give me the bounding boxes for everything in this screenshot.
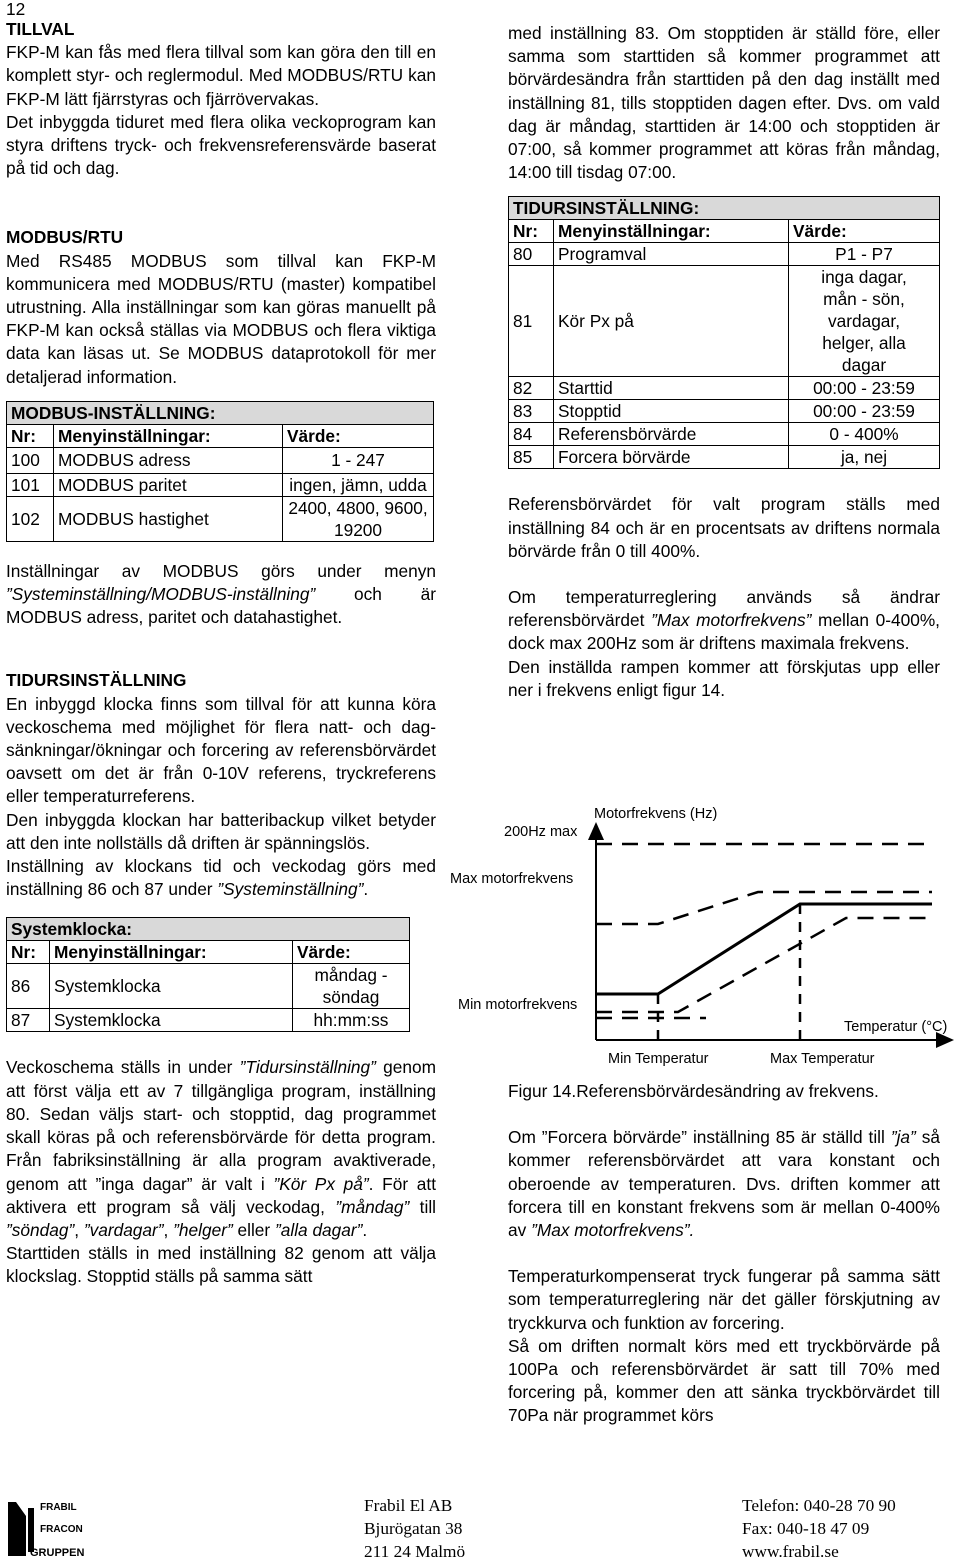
label-200hz-max: 200Hz max xyxy=(504,824,578,840)
page-footer xyxy=(0,1494,960,1563)
company-name: Frabil El AB xyxy=(364,1496,453,1515)
paragraph: Den inbyggda klockan har batteribackup vilket betyder att den inte nollställs då driften är spänningslös. xyxy=(6,809,436,853)
table-row: 86 Systemklocka måndag - söndag xyxy=(7,964,410,1009)
right-column-lower xyxy=(508,1080,940,1428)
svg-text:FRABIL: FRABIL xyxy=(40,1502,77,1513)
table-row: 82 Starttid 00:00 - 23:59 xyxy=(509,377,940,400)
label-min-motorfrekvens: Min motorfrekvens xyxy=(458,997,578,1013)
section-title-tidursinstallning: TIDURSINSTÄLLNING xyxy=(6,670,187,691)
y-axis-label: Motorfrekvens (Hz) xyxy=(594,806,718,822)
paragraph: Om ”Forcera börvärde” inställning 85 är ställd till ”ja” så kommer referensbörvärdet att vara konstant och oberoende av temperaturen. Dvs. driften kommer att forcera till en konstant frekvens som är mellan 0-400% av ”Max motorfrekvens”. xyxy=(508,1127,941,1241)
column-header: Nr: xyxy=(7,424,54,447)
city: 211 24 Malmö xyxy=(364,1542,466,1561)
paragraph: Med RS485 MODBUS som tillval kan FKP-M kommunicera med MODBUS/RTU (master) kompatibel utrustning. Alla inställningar som kan göras manuellt på FKP-M kan också ställas via MODBUS och flera viktiga data kan läsas ut. Se MODBUS dataprotokoll för mer detaljerad information. xyxy=(6,250,436,387)
label-min-temperatur: Min Temperatur xyxy=(608,1051,709,1067)
frabil-fracon-logo xyxy=(4,1496,104,1560)
table-row: 80 Programval P1 - P7 xyxy=(509,243,940,266)
company-contact xyxy=(742,1494,896,1563)
svg-text:FRACON: FRACON xyxy=(40,1524,83,1535)
website-link[interactable]: www.frabil.se xyxy=(742,1542,839,1561)
table-title: TIDURSINSTÄLLNING: xyxy=(509,197,940,220)
column-header: Menyinställningar: xyxy=(54,424,283,447)
figure-caption: Figur 14.Referensbörvärdesändring av frekvens. xyxy=(508,1081,879,1101)
company-address xyxy=(364,1494,465,1563)
system-clock-table xyxy=(6,917,410,1032)
table-title: MODBUS-INSTÄLLNING: xyxy=(7,401,434,424)
modbus-settings-table xyxy=(6,401,434,542)
page-number: 12 xyxy=(6,0,26,19)
column-header: Nr: xyxy=(7,941,50,964)
paragraph: Om temperaturreglering används så ändrar referensbörvärdet ”Max motorfrekvens” mellan 0-400%, dock max 200Hz som är driftens maximala frekvens. xyxy=(508,587,940,654)
paragraph: med inställning 83. Om stopptiden är ställd före, eller samma som starttiden så kommer programmet att börvärdesändra från starttiden på den dag inställt med inställning 81, tills stopptiden dagen efter. Dvs. om vald dag är måndag, starttiden är 14:00 och stopptiden är 07:00, så kommer programmet att köras från måndag, 14:00 till tisdag 07:00. xyxy=(508,23,940,183)
tidursinstallning-table xyxy=(508,196,940,469)
table-row: 83 Stopptid 00:00 - 23:59 xyxy=(509,400,940,423)
column-header: Menyinställningar: xyxy=(50,941,293,964)
column-header: Menyinställningar: xyxy=(554,220,789,243)
table-row: 85 Forcera börvärde ja, nej xyxy=(509,446,940,469)
paragraph: En inbyggd klocka finns som tillval för att kunna köra veckoschema med möjlighet för flera natt- och dag-sänkningar/ökningar och forcering av referensbörvärdet oavsett om det är från 0-10V referens, tryckreferens eller temperaturreferens. xyxy=(6,693,436,807)
paragraph: Temperaturkompenserat tryck fungerar på samma sätt som temperaturreglering när det gäller förskjutning av tryckkurva och funktion av forcering. xyxy=(508,1266,940,1333)
table-row: 100 MODBUS adress 1 - 247 xyxy=(7,447,434,473)
x-axis-label: Temperatur (°C) xyxy=(844,1019,948,1035)
svg-text:GRUPPEN: GRUPPEN xyxy=(30,1547,85,1559)
paragraph: Den inställda rampen kommer att förskjutas upp eller ner i frekvens enligt figur 14. xyxy=(508,656,940,700)
column-header: Värde: xyxy=(283,424,434,447)
section-title-modbus: MODBUS/RTU xyxy=(6,227,124,248)
fax: Fax: 040-18 47 09 xyxy=(742,1519,870,1538)
right-column xyxy=(508,22,940,702)
column-header: Nr: xyxy=(509,220,554,243)
table-row: 81 Kör Px på inga dagar, mån - sön, vardagar, helger, alla dagar xyxy=(509,266,940,377)
table-row: 84 Referensbörvärde 0 - 400% xyxy=(509,423,940,446)
shifted-up-curve xyxy=(596,892,932,924)
column-header: Värde: xyxy=(293,941,410,964)
table-title: Systemklocka: xyxy=(7,918,410,941)
paragraph: Inställning av klockans tid och veckodag görs med inställning 86 och 87 under ”Systeminställning”. xyxy=(6,856,436,900)
table-row: 102 MODBUS hastighet 2400, 4800, 9600, 19200 xyxy=(7,496,434,541)
paragraph: Inställningar av MODBUS görs under menyn ”Systeminställning/MODBUS-inställning” och är MODBUS adress, paritet och datahastighet. xyxy=(6,560,436,628)
label-max-temperatur: Max Temperatur xyxy=(770,1051,875,1067)
street: Bjurögatan 38 xyxy=(364,1519,463,1538)
phone: Telefon: 040-28 70 90 xyxy=(742,1496,896,1515)
paragraph: Det inbyggda tiduret med flera olika veckoprogram kan styra driftens tryck- och frekvensreferensvärde baserat på tid och dag. xyxy=(6,111,436,179)
table-row: 101 MODBUS paritet ingen, jämn, udda xyxy=(7,473,434,496)
label-max-motorfrekvens: Max motorfrekvens xyxy=(450,871,574,887)
table-row: 87 Systemklocka hh:mm:ss xyxy=(7,1009,410,1032)
paragraph: Referensbörvärdet för valt program ställs med inställning 84 och är en procentsats av driftens normala börvärde från 0 till 400%. xyxy=(508,494,940,561)
shifted-down-curve xyxy=(596,918,932,1012)
column-header: Värde: xyxy=(789,220,940,243)
frequency-temperature-figure xyxy=(446,796,960,1074)
paragraph: Starttiden ställs in med inställning 82 genom att välja klockslag. Stopptid ställs på samma sätt xyxy=(6,1243,436,1287)
paragraph: FKP-M kan fås med flera tillval som kan göra den till en komplett styr- och reglermodul. Med MODBUS/RTU kan FKP-M lätt fjärrstyras och fjärrövervakas. xyxy=(6,42,436,109)
section-title-tillval: TILLVAL xyxy=(6,19,75,39)
paragraph: Veckoschema ställs in under ”Tidursinställning” genom att först välja ett av 7 tillgängliga program, inställning 80. Sedan väljs start- och stopptid, dag programmet skall köras på och referensbörvärde för detta program. Från fabriksinställning är alla program avaktiverade, genom att ”inga dagar” är valt i ”Kör Px på”. För att aktivera ett program så välj veckodag, ”måndag” till ”söndag”, ”vardagar”, ”helger” eller ”alla dagar”. xyxy=(6,1057,436,1240)
left-column xyxy=(6,0,436,1289)
paragraph: Så om driften normalt körs med ett tryckbörvärde på 100Pa och referensbörvärdet är satt till 70% med forcering på, kommer den att sänka tryckbörvärdet till 70Pa när programmet körs xyxy=(508,1335,940,1426)
reference-curve xyxy=(596,904,932,994)
